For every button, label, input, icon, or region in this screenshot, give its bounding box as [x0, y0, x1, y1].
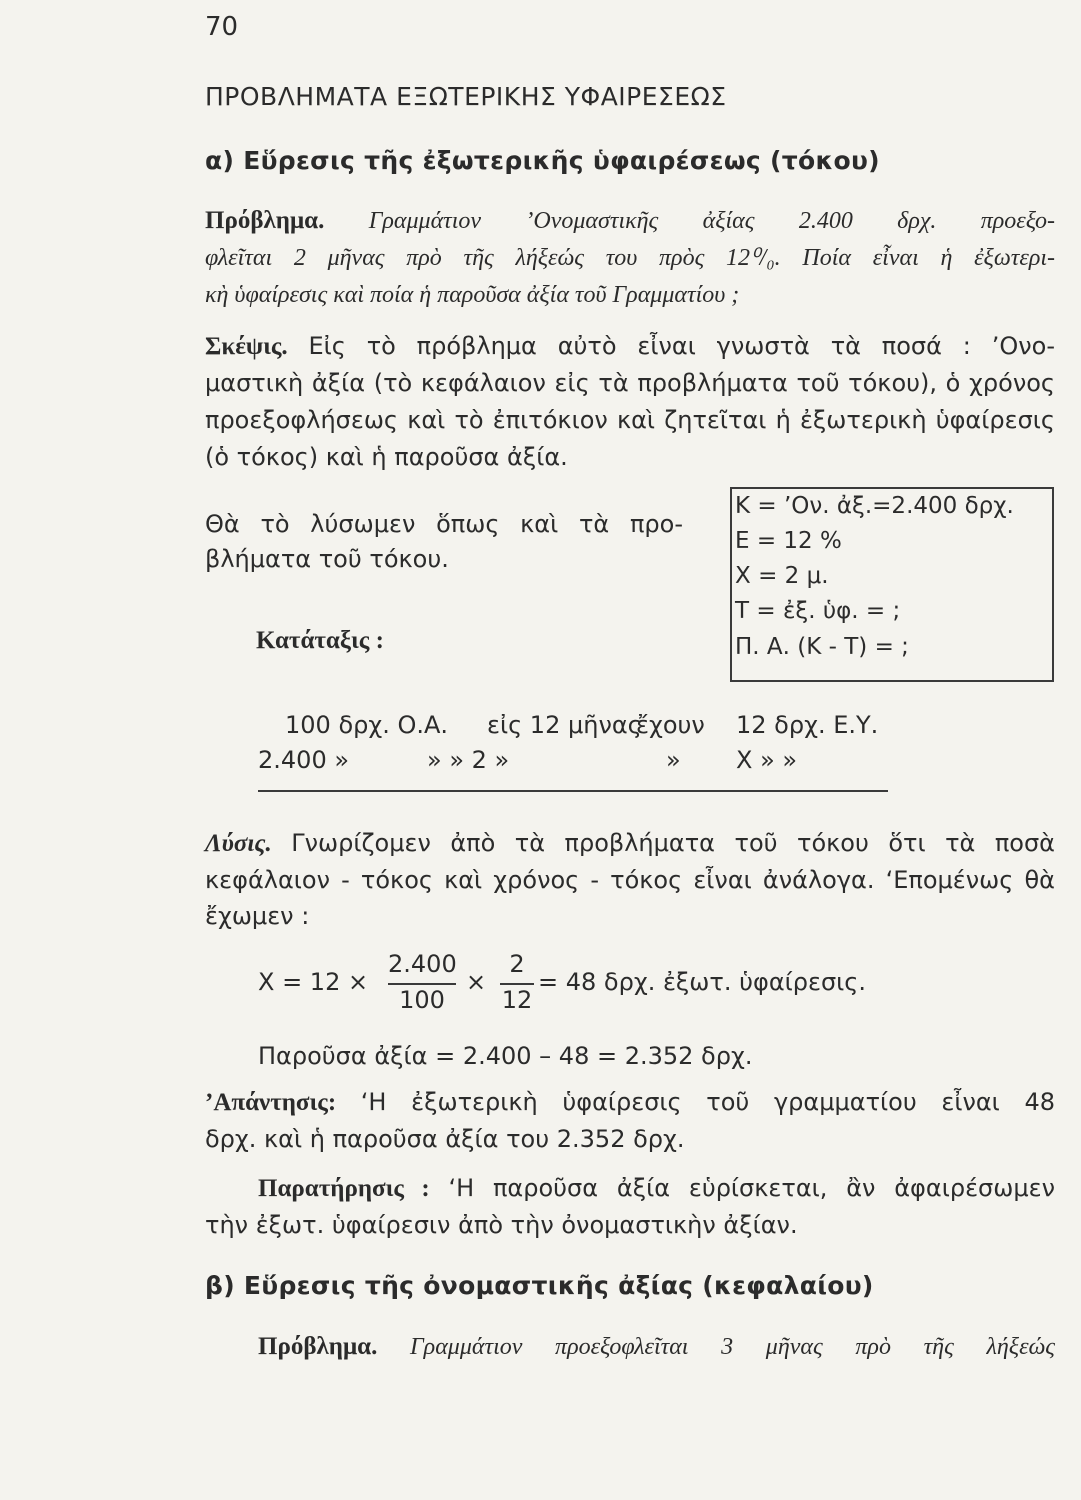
solution-text-1: Γνωρίζομεν ἀπὸ τὰ προβλήματα τοῦ τόκου ὅτι τὰ ποσὰ: [291, 829, 1055, 857]
formula-frac1-bar: [388, 983, 456, 985]
formula-frac1-denominator: 100: [399, 986, 445, 1014]
formula-frac2-bar: [500, 983, 534, 985]
formula-frac1-numerator: 2.400: [388, 950, 457, 978]
answer-label: ’Απάντησις:: [205, 1089, 337, 1116]
section-b-heading: β) Εὕρεσις τῆς ὀνομαστικῆς ἀξίας (κεφαλαίου): [205, 1271, 874, 1300]
thought-line-2: μαστικὴ ἀξία (τὸ κεφάλαιον εἰς τὰ προβλήματα τοῦ τόκου), ὁ χρόνος: [205, 369, 1055, 397]
given-capital: Κ = ’Ον. ἀξ.=2.400 δρχ.: [735, 493, 1014, 519]
problem-line-2: φλεῖται 2 μῆνας πρὸ τῆς λήξεώς του πρὸς 12⁰/₀. Ποία εἶναι ἡ ἐξωτερι-: [205, 245, 1055, 271]
section-a-heading: α) Εὕρεσις τῆς ἐξωτερικῆς ὑφαιρέσεως (τόκου): [205, 146, 880, 175]
row1-capital: 100 δρχ. Ο.Α.: [285, 711, 449, 739]
thought-line-4: (ὁ τόκος) καὶ ἡ παροῦσα ἀξία.: [205, 443, 568, 471]
solution-line-1: [205, 828, 1055, 859]
answer-line-1: [205, 1087, 1055, 1118]
problem-line-1: [205, 206, 1055, 236]
row1-verb: ἔχουν: [636, 711, 705, 739]
solve-line-1: Θὰ τὸ λύσωμεν ὅπως καὶ τὰ προ-: [205, 510, 683, 538]
thought-line-3: προεξοφλήσεως καὶ τὸ ἐπιτόκιον καὶ ζητεῖται ἡ ἐξωτερικὴ ὑφαίρεσις: [205, 406, 1055, 434]
section-b-problem-line: [258, 1332, 1055, 1362]
row2-time: » » 2 »: [427, 746, 510, 774]
problem-label: Πρόβλημα.: [205, 207, 325, 234]
given-time: Χ = 2 μ.: [735, 563, 829, 589]
solve-line-2: βλήματα τοῦ τόκου.: [205, 545, 449, 573]
thought-line-1: [205, 331, 1055, 362]
remark-label: Παρατήρησις :: [258, 1175, 430, 1202]
answer-text-1: ‘Η ἐξωτερικὴ ὑφαίρεσις τοῦ γραμματίου εἶναι 48: [360, 1088, 1055, 1116]
thought-label: Σκέψις.: [205, 333, 288, 360]
section-b-problem-text: Γραμμάτιον προεξοφλεῖται 3 μῆνας πρὸ τῆς λήξεώς: [410, 1334, 1056, 1360]
remark-text-1: ‘Η παροῦσα ἀξία εὑρίσκεται, ἂν ἀφαιρέσωμεν: [448, 1174, 1055, 1202]
formula-lhs: Χ = 12 ×: [258, 968, 369, 996]
given-rate: Ε = 12 %: [735, 528, 842, 554]
given-present-value: Π. Α. (Κ - Τ) = ;: [735, 634, 909, 660]
present-value-line: Παροῦσα ἀξία = 2.400 – 48 = 2.352 δρχ.: [258, 1042, 753, 1070]
solution-line-3: ἔχωμεν :: [205, 902, 310, 930]
formula-times: ×: [466, 968, 487, 996]
arrangement-label: Κατάταξις :: [256, 627, 384, 654]
given-discount: Τ = ἐξ. ὑφ. = ;: [735, 598, 901, 624]
running-title: ΠΡΟΒΛΗΜΑΤΑ ΕΞΩΤΕΡΙΚΗΣ ΥΦΑΙΡΕΣΕΩΣ: [205, 82, 727, 111]
row1-time: εἰς 12 μῆνας: [487, 711, 642, 739]
formula-frac2-numerator: 2: [509, 950, 525, 978]
arrangement-rule: [258, 790, 888, 792]
solution-label: Λύσις.: [205, 830, 272, 857]
solution-line-2: κεφάλαιον - τόκος καὶ χρόνος - τόκος εἶναι ἀνάλογα. ‘Επομένως θὰ: [205, 866, 1055, 894]
section-b-problem-label: Πρόβλημα.: [258, 1333, 378, 1360]
problem-text-1: Γραμμάτιον ’Ονομαστικῆς ἀξίας 2.400 δρχ. προεξο-: [368, 208, 1056, 234]
remark-line-2: τὴν ἐξωτ. ὑφαίρεσιν ἀπὸ τὴν ὀνομαστικὴν ἀξίαν.: [205, 1211, 798, 1239]
row2-interest: Χ » »: [736, 746, 798, 774]
thought-text-1: Εἰς τὸ πρόβλημα αὐτὸ εἶναι γνωστὰ τὰ ποσά : ’Ονο-: [308, 332, 1055, 360]
formula-rhs: = 48 δρχ. ἐξωτ. ὑφαίρεσις.: [538, 968, 867, 996]
formula-frac2-denominator: 12: [501, 986, 533, 1014]
problem-line-3: κὴ ὑφαίρεσις καὶ ποία ἡ παροῦσα ἀξία τοῦ Γραμματίου ;: [205, 282, 740, 308]
page-number: 70: [205, 12, 239, 42]
remark-line-1: [258, 1173, 1055, 1204]
row1-interest: 12 δρχ. Ε.Υ.: [736, 711, 879, 739]
row2-verb: »: [666, 746, 681, 774]
answer-line-2: δρχ. καὶ ἡ παροῦσα ἀξία του 2.352 δρχ.: [205, 1125, 685, 1153]
row2-capital: 2.400 »: [258, 746, 350, 774]
